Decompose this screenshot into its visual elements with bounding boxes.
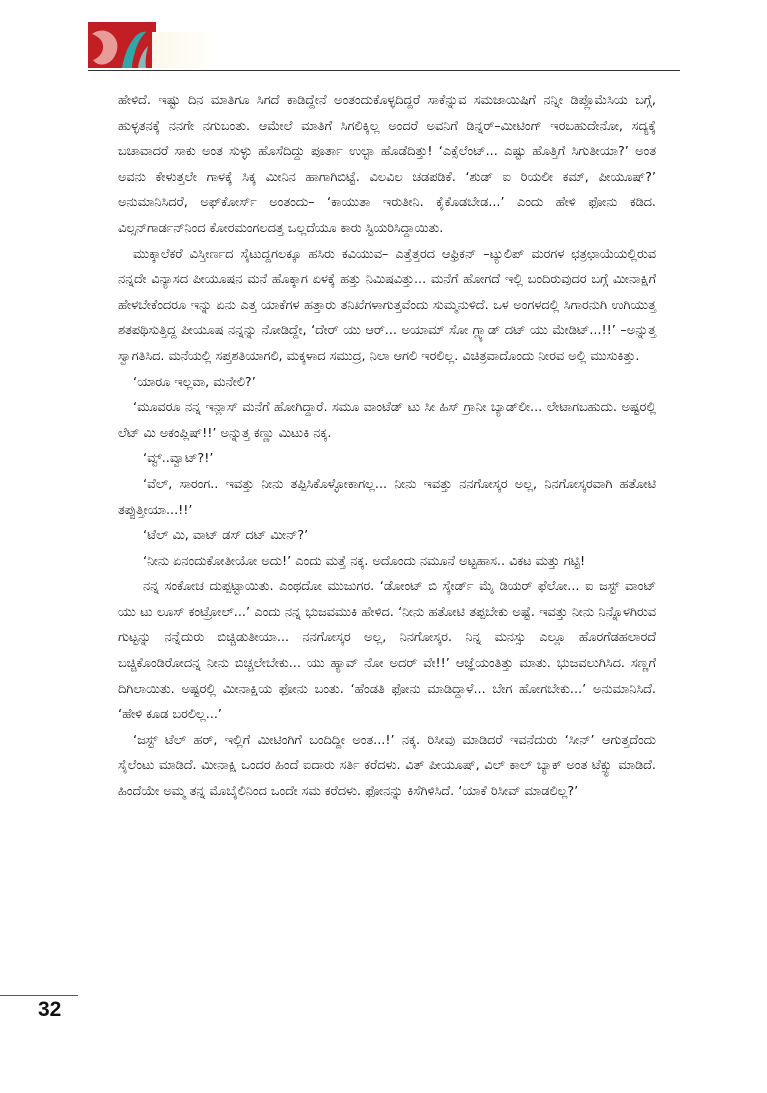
paragraph-10: ‘ಜಸ್ಟ್ ಟೆಲ್ ಹರ್, ಇಲ್ಲಿಗೆ ಮೀಟಿಂಗಿಗೆ ಬಂದಿದ್ದೀ ಅಂತ...!’ ನಕ್ಕ. ರಿಸೀವು ಮಾಡಿದರೆ ಇವನೆದುರು ‘ಸೀನ್’ ಆಗುತ್ತದೆಂದು ಸೈಲೆಂಟು ಮಾಡಿದೆ. ಮೀನಾಕ್ಷಿ ಒಂದರ ಹಿಂದೆ ಐದಾರು ಸರ್ತಿ ಕರೆದಳು. ವಿತ್ ಪೀಯೂಷ್, ವಿಲ್ ಕಾಲ್ ಬ್ಯಾಕ್ ಅಂತ ಟೆಕ್ಸ್ಟು ಮಾಡಿದೆ. ಹಿಂದೆಯೇ ಅಮ್ಮ ತನ್ನ ಮೊಬೈಲಿನಿಂದ ಒಂದೇ ಸಮ ಕರೆದಳು. ಫೋನನ್ನು ಕಿಸೆಗಿಳಿಸಿದೆ. ‘ಯಾಕೆ ರಿಸೀವ್ ಮಾಡಲಿಲ್ಲ?’ — [118, 732, 656, 800]
paragraph-4: ‘ಮೂವರೂ ನನ್ನ ಇನ್ಲಾಸ್ ಮನೆಗೆ ಹೋಗಿದ್ದಾರೆ. ಸಮೂ ವಾಂಟೆಡ್ ಟು ಸೀ ಹಿಸ್ ಗ್ರಾನೀ ಬ್ಯಾಡ್‌ಲೀ... ಲೇಟಾಗಬಹುದು. ಅಷ್ಟರಲ್ಲಿ ಲೆಟ್ ಮಿ ಅಕಂಪ್ಲಿಷ್!!’ ಅನ್ನುತ್ತ ಕಣ್ಣು ಮಿಟುಕಿ ನಕ್ಕ. — [118, 400, 656, 441]
paragraph-1: ಹೇಳಿದೆ. ಇಷ್ಟು ದಿನ ಮಾತಿಗೂ ಸಿಗದೆ ಕಾಡಿದ್ದೇನೆ ಅಂತಂದುಕೊಳ್ಳದಿದ್ದರೆ ಸಾಕೆನ್ನುವ ಸಮಜಾಯಿಷಿಗೆ ನನ್ನೀ ಡಿಪ್ಲೊಮೆಸಿಯ ಬಗ್ಗೆ, ಹುಳ್ಳತನಕ್ಕೆ ನನಗೇ ನಗುಬಂತು. ಆಮೇಲೆ ಮಾತಿಗೆ ಸಿಗಲಿಕ್ಕಿಲ್ಲ ಅಂದರೆ ಅವನಿಗೆ ಡಿನ್ನರ್–ಮೀಟಿಂಗ್ ಇರಬಹುದೇನೋ, ಸದ್ಯಕ್ಕೆ ಬಚಾವಾದರೆ ಸಾಕು ಅಂತ ಸುಳ್ಳು ಹೊಸೆದಿದ್ದು ಪೂರ್ತಾ ಉಲ್ಟಾ ಹೊಡೆದಿತ್ತು! ‘ಎಕ್ಸೆಲೆಂಟ್... ಎಷ್ಟು ಹೊತ್ತಿಗೆ ಸಿಗುತೀಯಾ?’ ಅಂತ ಅವನು ಕೇಳುತ್ತಲೇ ಗಾಳಕ್ಕೆ ಸಿಕ್ಕ ಮೀನಿನ ಹಾಗಾಗಿಬಿಟ್ಟೆ. ವಿಲವಿಲ ಚಡಪಡಿಕೆ. ‘ಶುಡ್ ಐ ರಿಯಲೀ ಕಮ್, ಪೀಯೂಷ್?’ ಅನುಮಾನಿಸಿದರೆ, ಅಫ್‌ಕೋರ್ಸ್ ಅಂತಂದು– ‘ಕಾಯುತಾ ಇರುತೀನಿ. ಕೈಕೊಡಬೇಡ...’ ಎಂದು ಹೇಳಿ ಫೋನು ಕಡಿದ. ವಿಲ್ಸನ್‌ಗಾರ್ಡನ್‌ನಿಂದ ಕೋರಮಂಗಲದತ್ತ ಒಲ್ಲದೆಯೂ ಕಾರು ಸ್ಟಿಯರಿಸಿದ್ದಾಯಿತು. — [118, 93, 656, 236]
page-number: 32 — [38, 998, 62, 1021]
story-text — [118, 88, 656, 805]
footer-rule — [0, 995, 78, 996]
paragraph-6: ‘ವೆಲ್, ಸಾರಂಗ.. ಇವತ್ತು ನೀನು ತಪ್ಪಿಸಿಕೊಳ್ಳೋಕಾಗಲ್ಲ... ನೀನು ಇವತ್ತು ನನಗೋಸ್ಕರ ಅಲ್ಲ, ನಿನಗೋಸ್ಕರವಾಗಿ ಹತೋಟಿ ತಪ್ಪುತ್ತೀಯಾ...!!’ — [118, 476, 656, 518]
logo-fade-panel — [152, 32, 210, 68]
paragraph-2: ಮುಕ್ಕಾಲೆಕರೆ ವಿಸ್ತೀರ್ಣದ ಸೈಟುದ್ದಗಲಕ್ಕೂ ಹಸಿರು ಕವಿಯುವ– ಎತ್ತೆತ್ತರದ ಆಫ್ರಿಕನ್ –ಟ್ಯುಲಿಪ್ ಮರಗಳ ಛತ್ರಛಾಯೆಯಲ್ಲಿರುವ ನನ್ನದೇ ವಿನ್ಯಾಸದ ಪೀಯೂಷನ ಮನೆ ಹೊಕ್ಕಾಗ ಏಳಕ್ಕೆ ಹತ್ತು ನಿಮಿಷವಿತ್ತು... ಮನೆಗೆ ಹೋಗದೆ ಇಲ್ಲಿ ಬಂದಿರುವುದರ ಬಗ್ಗೆ ಮೀನಾಕ್ಷಿಗೆ ಹೇಳಬೇಕೆಂದರೂ ಇನ್ನು ಏನು ಎತ್ತ ಯಾಕೆಗಳ ಹತ್ತಾರು ತನಿಖೆಗಳಾಗುತ್ತವೆಂದು ಸುಮ್ಮನುಳಿದೆ. ಒಳ ಅಂಗಳದಲ್ಲಿ ಸಿಗಾರನುಗಿ ಉಗಿಯುತ್ತ ಶತಪಥಿಸುತ್ತಿದ್ದ ಪೀಯೂಷ ನನ್ನನ್ನು ನೋಡಿದ್ದೇ, ‘ದೇರ್ ಯು ಆರ್... ಅಯಾಮ್ ಸೋ ಗ್ಲ್ಯಾಡ್ ದಟ್ ಯು ಮೇಡಿಟ್...!!’ –ಅನ್ನುತ್ತ ಸ್ವಾಗತಿಸಿದ. ಮನೆಯಲ್ಲಿ ಸಪ್ತಶತಿಯಾಗಲಿ, ಮಕ್ಕಳಾದ ಸಮುದ್ರ, ನಿಲಾ ಆಗಲಿ ಇರಲಿಲ್ಲ. ವಿಚಿತ್ರವಾದೊಂದು ನೀರವ ಅಲ್ಲಿ ಮುಸುಕಿತ್ತು. — [118, 246, 656, 364]
paragraph-3: ‘ಯಾರೂ ಇಲ್ಲವಾ, ಮನೇಲಿ?’ — [133, 374, 256, 390]
paragraph-9: ನನ್ನ ಸಂಕೋಚ ದುಪ್ಪಟ್ಟಾಯಿತು. ಎಂಥದೋ ಮುಜುಗರ. ‘ಡೋಂಟ್ ಬಿ ಸ್ಕೇರ್ಡ್ ಮೈ ಡಿಯರ್ ಫೆಲೋ... ಐ ಜಸ್ಟ್ ವಾಂಟ್ ಯು ಟು ಲೂಸ್ ಕಂಟ್ರೋಲ್...’ ಎಂದು ನನ್ನ ಭುಜವಮುಕಿ ಹೇಳಿದ. ‘ನೀನು ಹತೋಟಿ ತಪ್ಪಬೇಕು ಅಷ್ಟೆ. ಇವತ್ತು ನೀನು ನಿನ್ನೊಳಗಿರುವ ಗುಟ್ಟನ್ನು ನನ್ನೆದುರು ಬಿಚ್ಚಿಡುತೀಯಾ... ನನಗೋಸ್ಕರ ಅಲ್ಲ, ನಿನಗೋಸ್ಕರ. ನಿನ್ನ ಮನಸ್ಸು ಎಲ್ಲೂ ಹೊರಗೆಡಹಲಾರದೆ ಬಚ್ಚಿಕೊಂಡಿರೋದನ್ನ ನೀನು ಬಿಚ್ಚಲೇಬೇಕು... ಯು ಹ್ಯಾವ್ ನೋ ಅದರ್ ವೇ!!’ ಆಜ್ಞೆಯಂತಿತ್ತು ಮಾತು. ಭುಜವಲುಗಿಸಿದ. ಸಣ್ಣಗೆ ದಿಗಿಲಾಯಿತು. ಅಷ್ಟರಲ್ಲಿ ಮೀನಾಕ್ಷಿಯ ಫೋನು ಬಂತು. ‘ಹೆಂಡತಿ ಫೋನು ಮಾಡಿದ್ದಾಳೆ... ಬೇಗ ಹೋಗಬೇಕು...’ ಅನುಮಾನಿಸಿದೆ. ‘ಹೇಳಿ ಕೂಡ ಬರಲಿಲ್ಲ...’ — [118, 579, 656, 723]
logo-graphic — [88, 22, 156, 68]
paragraph-5: ‘ವ್ವ್..ವ್ವಾಟ್?!’ — [143, 451, 214, 467]
header-rule — [88, 70, 680, 71]
magazine-logo — [88, 22, 156, 68]
paragraph-7: ‘ಟೆಲ್ ಮಿ, ವಾಟ್ ಡಸ್ ದಟ್ ಮೀನ್?’ — [143, 528, 309, 544]
paragraph-8: ‘ನೀನು ಏನಂದುಕೋತೀಯೋ ಅದು!’ ಎಂದು ಮತ್ತೆ ನಕ್ಕ. ಅದೊಂದು ನಮೂನೆ ಅಟ್ಟಹಾಸ.. ವಿಕಟ ಮತ್ತು ಗಟ್ಟಿ! — [143, 553, 586, 569]
